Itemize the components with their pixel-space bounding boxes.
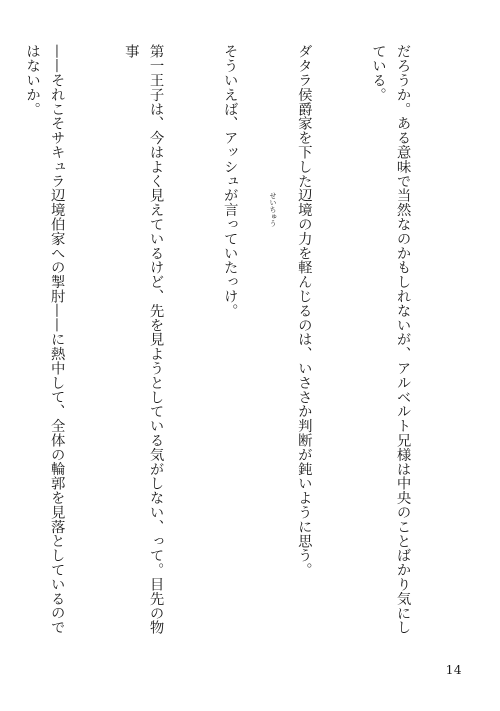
text-line: だろうか。ある意味で当然なのかもしれないが、アルベルト兄様は中央のことばかり気にしている。 bbox=[369, 44, 411, 635]
text-line: そういえば、アッシュが言っていたっけ。 bbox=[221, 44, 238, 318]
text-line: 第一王子は、今はよく見えているけど、先を見ようとしている気がしない、って。目先の物事 bbox=[122, 44, 164, 635]
text-line: ダタラ侯爵家を下した辺境の力を軽んじるのは、いささか判断が鈍いように思う。 bbox=[295, 44, 312, 577]
vertical-body-text bbox=[24, 44, 464, 646]
text-line: ——それこそサキュラ辺境伯家への掣肘——に熱中して、全体の輪郭を見落としているのではないか。 bbox=[24, 44, 65, 635]
ruby-annotation: せいちゅう bbox=[269, 192, 277, 227]
page-number: 14 bbox=[445, 663, 462, 677]
